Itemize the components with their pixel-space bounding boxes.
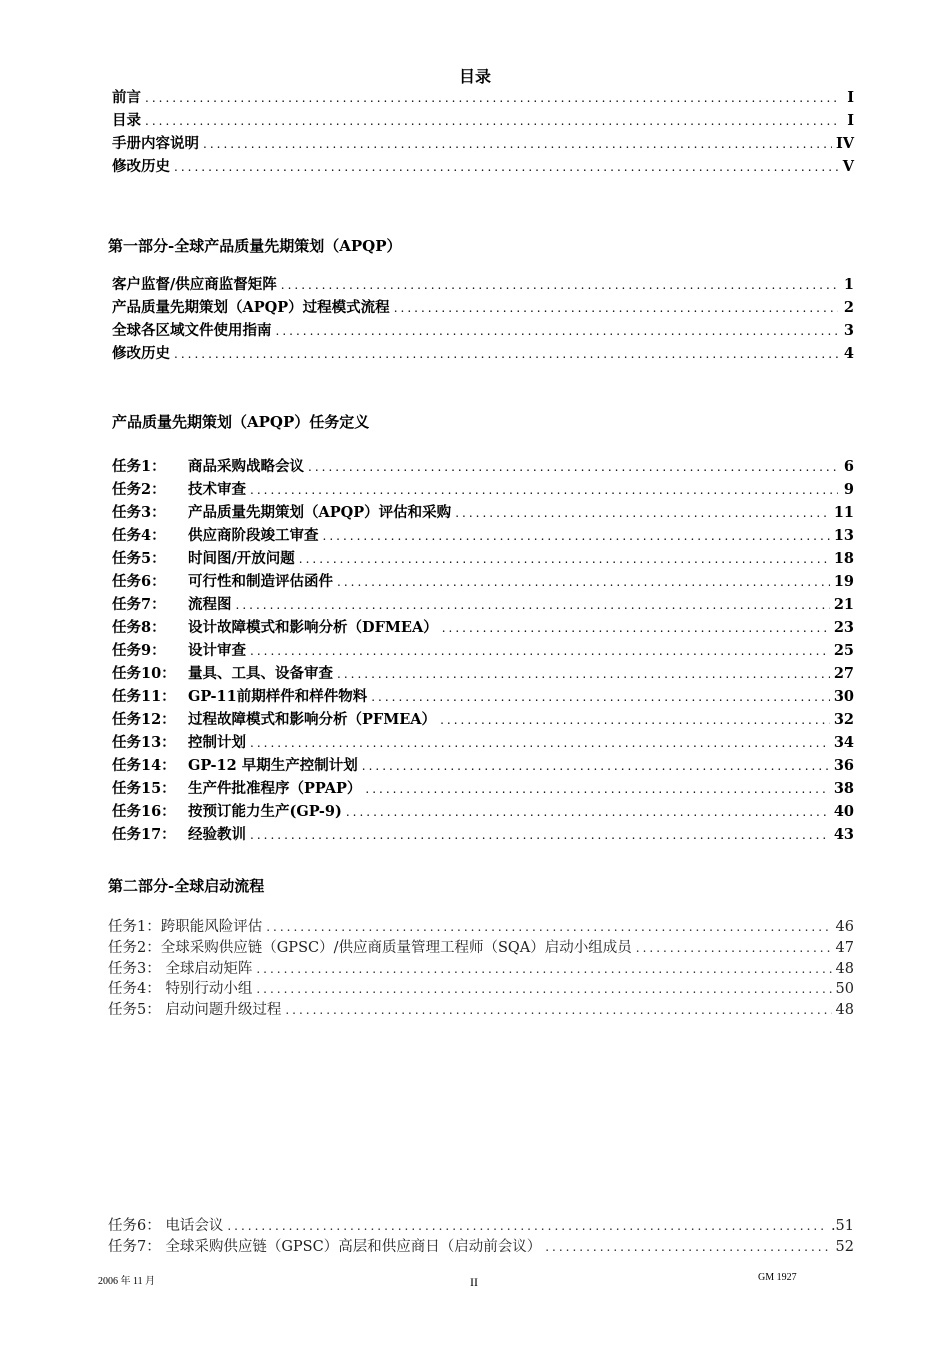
toc-entry-label <box>112 708 436 729</box>
toc-entry-text: 手册内容说明 <box>112 135 199 152</box>
toc-entry-text: 设计审查 <box>188 642 246 659</box>
toc-entry-page: .51 <box>830 1218 854 1234</box>
dot-leader <box>281 278 838 292</box>
part2-heading: 第二部分-全球启动流程 <box>108 877 265 895</box>
dot-leader <box>256 982 831 996</box>
toc-entry-text: 客户监督/供应商监督矩阵 <box>112 276 277 293</box>
toc-entry-text: 修改历史 <box>112 158 170 175</box>
toc-entry[interactable] <box>112 570 854 593</box>
toc-entry[interactable] <box>108 915 854 936</box>
toc-entry-label <box>112 296 390 317</box>
toc-entry[interactable] <box>112 708 854 731</box>
toc-entry-text: 设计故障模式和影响分析（DFMEA） <box>188 619 438 636</box>
footer-doc-id: GM 1927 <box>758 1272 797 1283</box>
task-number: 任务17： <box>112 826 176 843</box>
toc-entry-page: 21 <box>833 596 854 613</box>
toc-entry[interactable] <box>112 296 854 319</box>
toc-entry-text: 商品采购战略会议 <box>188 458 304 475</box>
toc-entry-page: IV <box>835 135 854 152</box>
task-number: 任务14： <box>112 757 176 774</box>
task-number: 任务15： <box>112 780 176 797</box>
toc-entry-text: 量具、工具、设备审查 <box>188 665 333 682</box>
toc-entry-label <box>112 155 170 176</box>
tasks-list <box>112 455 854 846</box>
toc-entry-label <box>112 616 438 637</box>
toc-entry[interactable] <box>108 1235 854 1256</box>
toc-entry-label <box>108 998 281 1019</box>
toc-entry-label <box>112 754 358 775</box>
task-number: 任务12： <box>112 711 176 728</box>
toc-entry-text: 全球各区域文件使用指南 <box>112 322 272 339</box>
toc-entry-label <box>112 547 295 568</box>
toc-entry-page: 47 <box>835 939 854 956</box>
dot-leader <box>250 736 830 750</box>
dot-leader <box>145 91 838 105</box>
dot-leader <box>299 552 830 566</box>
toc-entry-page: 4 <box>843 345 854 362</box>
toc-entry-text: 任务6： 电话会议 <box>108 1218 224 1234</box>
toc-entry-label <box>108 936 632 957</box>
toc-entry-label <box>112 524 319 545</box>
toc-entry-text: 控制计划 <box>188 734 246 751</box>
toc-entry-page: 30 <box>833 688 854 705</box>
toc-entry[interactable] <box>112 616 854 639</box>
dot-leader <box>346 805 830 819</box>
toc-entry-label <box>108 1214 223 1235</box>
toc-entry-page: 6 <box>843 458 854 475</box>
part1-list <box>112 273 854 365</box>
task-number: 任务6： <box>112 573 166 590</box>
toc-entry-label <box>112 800 342 821</box>
task-number: 任务7： <box>112 596 166 613</box>
toc-entry-page: V <box>842 158 854 175</box>
toc-entry-page: 34 <box>833 734 854 751</box>
toc-entry-text: GP-11前期样件和样件物料 <box>188 688 368 705</box>
toc-entry-label <box>108 977 252 998</box>
dot-leader <box>442 621 830 635</box>
toc-entry-label <box>112 109 141 130</box>
toc-entry-page: 40 <box>833 803 854 820</box>
dot-leader <box>285 1003 831 1017</box>
toc-entry[interactable] <box>112 273 854 296</box>
toc-entry-page: 13 <box>833 527 854 544</box>
toc-entry-text: 任务1：跨职能风险评估 <box>108 919 263 935</box>
toc-entry-label <box>108 915 262 936</box>
task-number: 任务16： <box>112 803 176 820</box>
toc-entry-text: 任务7： 全球采购供应链（GPSC）高层和供应商日（启动前会议） <box>108 1238 542 1255</box>
toc-entry-page: 43 <box>833 826 854 843</box>
toc-entry-label <box>112 639 246 660</box>
toc-entry-label <box>112 570 333 591</box>
toc-entry-text: 时间图/开放问题 <box>188 550 295 567</box>
dot-leader <box>545 1240 831 1254</box>
toc-entry[interactable] <box>108 936 854 957</box>
dot-leader <box>440 713 830 727</box>
toc-entry-page: 18 <box>833 550 854 567</box>
toc-entry-label <box>108 957 252 978</box>
toc-entry-label <box>112 777 361 798</box>
toc-entry-text: GP-12 早期生产控制计划 <box>188 757 358 774</box>
task-number: 任务13： <box>112 734 176 751</box>
toc-entry-page: 27 <box>833 665 854 682</box>
toc-entry-text: 经验教训 <box>188 826 246 843</box>
toc-entry[interactable] <box>108 977 854 998</box>
toc-entry-label <box>112 273 277 294</box>
dot-leader <box>174 160 838 174</box>
task-number: 任务1： <box>112 458 166 475</box>
dot-leader <box>308 460 838 474</box>
toc-entry[interactable] <box>112 547 854 570</box>
toc-entry[interactable] <box>112 731 854 754</box>
dot-leader <box>323 529 830 543</box>
toc-entry[interactable] <box>112 662 854 685</box>
toc-entry-text: 生产件批准程序（PPAP） <box>188 780 362 797</box>
toc-entry-page: 48 <box>835 1002 854 1019</box>
toc-entry[interactable] <box>112 319 854 342</box>
toc-entry[interactable] <box>108 998 854 1019</box>
toc-entry-text: 按预订能力生产(GP-9) <box>188 803 342 820</box>
toc-entry[interactable] <box>112 478 854 501</box>
toc-entry-page: 38 <box>833 780 854 797</box>
toc-entry-text: 修改历史 <box>112 345 170 362</box>
toc-entry[interactable] <box>112 754 854 777</box>
task-number: 任务2： <box>112 481 166 498</box>
toc-entry[interactable] <box>112 823 854 846</box>
toc-entry-label <box>112 731 246 752</box>
dot-leader <box>455 506 830 520</box>
toc-entry[interactable] <box>108 957 854 978</box>
dot-leader <box>337 667 830 681</box>
task-number: 任务4： <box>112 527 166 544</box>
toc-entry-page: 11 <box>833 504 854 521</box>
toc-entry-page: 48 <box>835 960 854 977</box>
dot-leader <box>203 137 832 151</box>
toc-entry[interactable] <box>112 685 854 708</box>
toc-entry[interactable] <box>112 109 854 132</box>
toc-entry-text: 产品质量先期策划（APQP）过程模式流程 <box>112 299 390 316</box>
toc-entry[interactable] <box>112 593 854 616</box>
toc-entry[interactable] <box>112 86 854 109</box>
toc-entry-label <box>112 342 170 363</box>
dot-leader <box>145 114 838 128</box>
toc-entry[interactable] <box>112 155 854 178</box>
toc-title: 目录 <box>458 67 491 86</box>
toc-entry[interactable] <box>112 800 854 823</box>
toc-entry-text: 流程图 <box>188 596 232 613</box>
toc-entry-page: I <box>847 112 854 129</box>
task-number: 任务9： <box>112 642 166 659</box>
dot-leader <box>337 575 830 589</box>
toc-entry-label <box>112 455 304 476</box>
toc-entry[interactable] <box>112 132 854 155</box>
footer-date: 2006 年 11 月 <box>98 1276 156 1287</box>
dot-leader <box>362 759 830 773</box>
toc-entry-page: 3 <box>843 322 854 339</box>
toc-entry-page: 36 <box>833 757 854 774</box>
toc-entry-text: 过程故障模式和影响分析（PFMEA） <box>188 711 437 728</box>
task-number: 任务3： <box>112 504 166 521</box>
toc-entry[interactable] <box>112 501 854 524</box>
dot-leader <box>371 690 830 704</box>
toc-entry-text: 任务3： 全球启动矩阵 <box>108 960 253 977</box>
toc-entry-label <box>112 86 141 107</box>
dot-leader <box>250 828 830 842</box>
toc-entry-label <box>112 319 272 340</box>
dot-leader <box>266 920 831 934</box>
toc-entry-text: 任务2：全球采购供应链（GPSC）/供应商质量管理工程师（SQA）启动小组成员 <box>108 939 632 956</box>
toc-entry-label <box>112 478 246 499</box>
task-number: 任务8： <box>112 619 166 636</box>
dot-leader <box>250 644 830 658</box>
toc-entry-label <box>112 593 232 614</box>
dot-leader <box>276 324 839 338</box>
dot-leader <box>636 941 832 955</box>
toc-entry-text: 技术审查 <box>188 481 246 498</box>
toc-entry[interactable] <box>112 777 854 800</box>
toc-entry-page: I <box>847 89 854 106</box>
toc-entry-page: 32 <box>833 711 854 728</box>
task-number: 任务10： <box>112 665 176 682</box>
toc-entry-text: 供应商阶段竣工审查 <box>188 527 319 544</box>
toc-entry[interactable] <box>112 639 854 662</box>
toc-entry-page: 52 <box>835 1238 854 1255</box>
toc-entry-label <box>112 823 246 844</box>
toc-entry[interactable] <box>112 524 854 547</box>
toc-entry-label <box>112 685 367 706</box>
part2-continued-list <box>108 1214 854 1256</box>
task-number: 任务5： <box>112 550 166 567</box>
toc-entry-page: 46 <box>835 919 854 935</box>
dot-leader <box>256 962 831 976</box>
toc-entry[interactable] <box>112 342 854 365</box>
toc-entry-text: 产品质量先期策划（APQP）评估和采购 <box>188 504 452 521</box>
toc-entry-page: 25 <box>833 642 854 659</box>
footer-page-number: II <box>470 1275 478 1289</box>
toc-entry-text: 任务5： 启动问题升级过程 <box>108 1002 282 1019</box>
toc-entry-text: 前言 <box>112 89 141 106</box>
tasks-heading: 产品质量先期策划（APQP）任务定义 <box>112 413 370 431</box>
dot-leader <box>365 782 829 796</box>
dot-leader <box>236 598 830 612</box>
toc-entry-label <box>112 501 451 522</box>
part2-list <box>108 915 854 1019</box>
toc-entry-label <box>108 1235 541 1256</box>
toc-entry-page: 50 <box>835 981 854 998</box>
toc-entry-page: 2 <box>843 299 854 316</box>
toc-entry-label <box>112 662 333 683</box>
dot-leader <box>250 483 838 497</box>
toc-entry[interactable] <box>108 1214 854 1235</box>
toc-entry-text: 任务4： 特别行动小组 <box>108 981 253 998</box>
dot-leader <box>394 301 838 315</box>
part1-heading: 第一部分-全球产品质量先期策划（APQP） <box>108 237 402 255</box>
dot-leader <box>174 347 838 361</box>
toc-entry-page: 19 <box>833 573 854 590</box>
front-matter-list <box>112 86 854 178</box>
toc-entry-page: 1 <box>843 276 854 293</box>
toc-entry-page: 9 <box>843 481 854 498</box>
toc-entry[interactable] <box>112 455 854 478</box>
task-number: 任务11： <box>112 688 176 705</box>
dot-leader <box>227 1219 827 1233</box>
toc-entry-label <box>112 132 199 153</box>
toc-entry-text: 可行性和制造评估函件 <box>188 573 333 590</box>
toc-entry-text: 目录 <box>112 112 141 129</box>
toc-entry-page: 23 <box>833 619 854 636</box>
